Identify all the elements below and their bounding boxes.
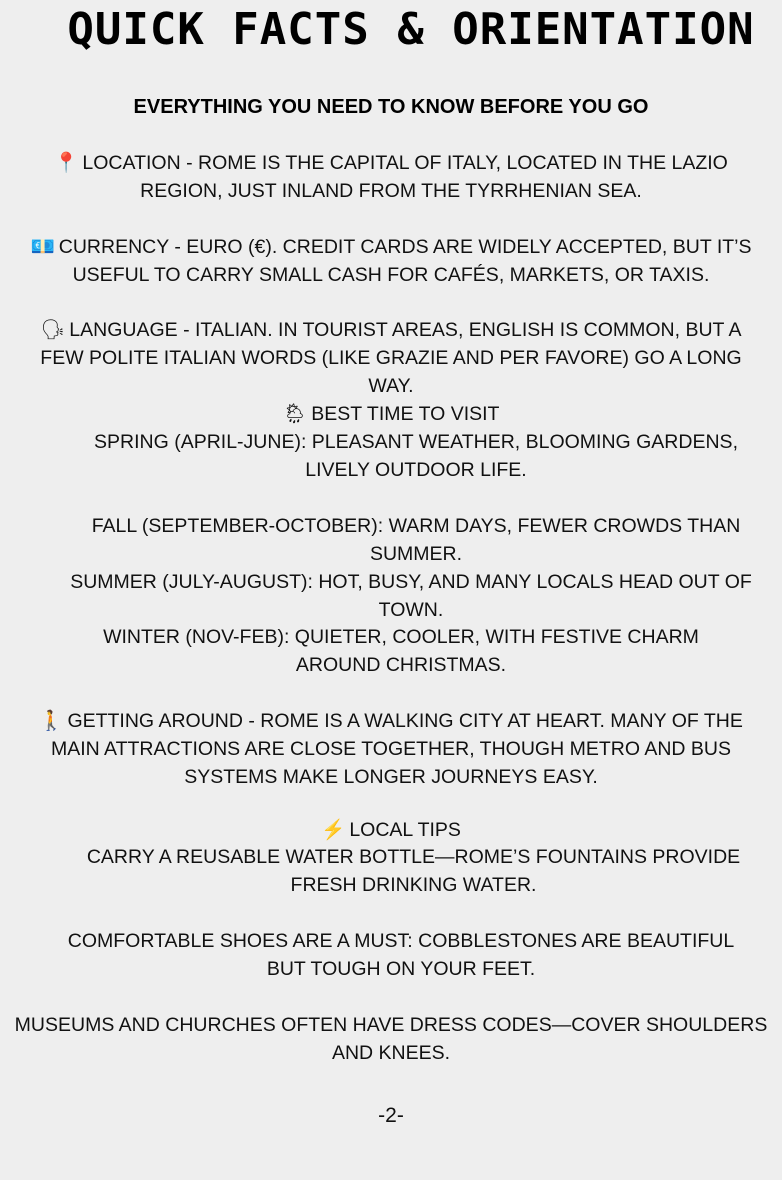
local-tips-heading bbox=[0, 816, 782, 844]
season-winter: WINTER (NOV-FEB): QUIETER, COOLER, WITH FESTIVE CHARM AROUND CHRISTMAS. bbox=[103, 626, 699, 676]
currency-paragraph bbox=[0, 233, 782, 289]
location-text: LOCATION - ROME IS THE CAPITAL OF ITALY, LOCATED IN THE LAZIO REGION, JUST INLAND FROM THE TYRRHENIAN SEA. bbox=[82, 152, 728, 202]
tip-water-bottle: CARRY A REUSABLE WATER BOTTLE—ROME’S FOUNTAINS PROVIDE FRESH DRINKING WATER. bbox=[86, 846, 741, 896]
season-summer: SUMMER (JULY-AUGUST): HOT, BUSY, AND MANY LOCALS HEAD OUT OF TOWN. bbox=[70, 571, 752, 621]
getting-around-paragraph bbox=[0, 707, 782, 791]
speaking-head-icon: 🗣 bbox=[40, 319, 66, 341]
location-paragraph bbox=[0, 149, 782, 205]
best-time-heading-text: BEST TIME TO VISIT bbox=[311, 403, 500, 425]
tip-comfortable-shoes: COMFORTABLE SHOES ARE A MUST: COBBLESTONES ARE BEAUTIFUL BUT TOUGH ON YOUR FEET. bbox=[67, 930, 735, 980]
banknote-icon: 💶 bbox=[30, 236, 55, 258]
tip-dress-codes: MUSEUMS AND CHURCHES OFTEN HAVE DRESS CODES—COVER SHOULDERS AND KNEES. bbox=[14, 1014, 768, 1064]
page-number: -2- bbox=[378, 1104, 404, 1127]
currency-text: CURRENCY - EURO (€). CREDIT CARDS ARE WIDELY ACCEPTED, BUT IT’S USEFUL TO CARRY SMALL CASH FOR CAFÉS, MARKETS, OR TAXIS. bbox=[58, 236, 752, 286]
page-subtitle: EVERYTHING YOU NEED TO KNOW BEFORE YOU GO bbox=[133, 96, 649, 118]
language-text: LANGUAGE - ITALIAN. IN TOURIST AREAS, ENGLISH IS COMMON, BUT A FEW POLITE ITALIAN WORDS (LIKE GRAZIE AND PER FAVORE) GO A LONG WAY. bbox=[40, 319, 742, 397]
season-fall: FALL (SEPTEMBER-OCTOBER): WARM DAYS, FEWER CROWDS THAN SUMMER. bbox=[91, 515, 741, 565]
language-paragraph bbox=[0, 316, 782, 400]
page-title: QUICK FACTS & ORIENTATION bbox=[67, 4, 755, 55]
best-time-heading bbox=[0, 400, 782, 428]
season-spring: SPRING (APRIL-JUNE): PLEASANT WEATHER, BLOOMING GARDENS, LIVELY OUTDOOR LIFE. bbox=[94, 431, 738, 481]
walking-person-icon: 🚶 bbox=[39, 710, 64, 732]
getting-around-text: GETTING AROUND - ROME IS A WALKING CITY AT HEART. MANY OF THE MAIN ATTRACTIONS ARE CLOSE TOGETHER, THOUGH METRO AND BUS SYSTEMS MAKE LONGER JOURNEYS EASY. bbox=[50, 710, 743, 788]
local-tips-heading-text: LOCAL TIPS bbox=[349, 819, 461, 841]
weather-icon: 🌦 bbox=[282, 403, 308, 425]
location-pin-icon: 📍 bbox=[54, 152, 79, 174]
lightning-icon: ⚡ bbox=[321, 819, 346, 841]
